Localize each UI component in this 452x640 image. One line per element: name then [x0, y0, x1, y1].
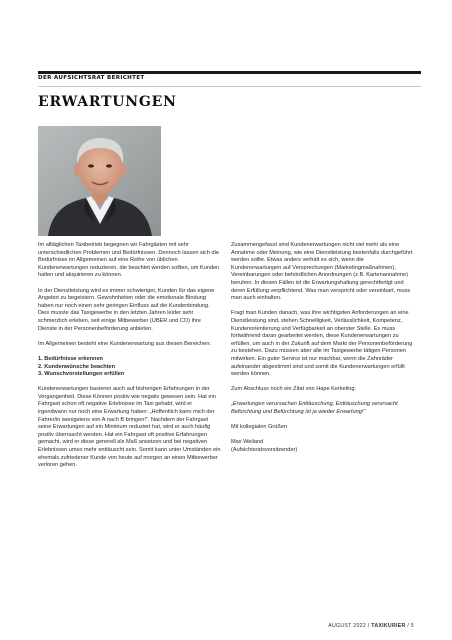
paragraph: Kundenerwartungen basieren auch auf bisherigen Erfahrungen in der Vergangenheit. Diese Können positiv wie negativ gewesen sein. Hat ein Fahrgast schon oft negative Erlebnisse im Taxi gehabt, wird er irgendwann nur noch eine Erwartung haben: „Hoffentlich kann mich der Fahrer/in wenigstens von A nach B bringen!“. Nachdem der Fahrgast seine Erwartungen auf ein Minimum reduziert hat, wird er auch häufig positiv überrascht werden. Hat ein Fahrgast oft positive Erfahrungen gemacht, wird er diese generell als Maß ansetzen und bei negativen Erlebnissen umso mehr enttäuscht sein. Somit kann unter Umständen ein ehemals zufriedener Kunde von heute auf morgen an einen Mitbewerber verloren gehen. — [38, 386, 221, 469]
quote: „Erwartungen verursachen Enttäuschung, Enttäuschung verursacht Befürchtung und Befürchtung ist ja wieder Erwartung!“ — [231, 401, 398, 416]
section-kicker: DER AUFSICHTSRAT BERICHTET — [38, 75, 145, 81]
list-item: 3. Wunschvorstellungen erfüllen — [38, 371, 125, 378]
paragraph: Im Allgemeinen besteht eine Kundenerwartung aus diesen Bereichen: — [38, 340, 211, 347]
footer-magazine: TAXIKURIER — [371, 623, 406, 629]
article-column-left — [38, 242, 221, 477]
header-rule — [38, 71, 421, 74]
page-title: ERWARTUNGEN — [38, 94, 177, 110]
paragraph: Im alltäglichen Taxibetrieb begegnen wir Fahrgästen mit sehr unterschiedlichen Problemen und Bedürfnissen. Dennoch lassen sich die Bedürfnisse im Allgemeinen auf eine Reihe von üblichen Kundenerwartungen reduzieren, die beachtet werden sollten, um Kunden halten und akquirieren zu können. — [38, 242, 220, 279]
portrait-photo — [38, 126, 161, 236]
paragraph: Zum Abschluss noch ein Zitat von Hape Kerkeling: — [231, 386, 356, 393]
list-item: 2. Kundenwünsche beachten — [38, 363, 116, 370]
signature-role: (Aufsichtsratsvorsitzender) — [231, 447, 298, 454]
footer-page-number: / 5 — [407, 623, 414, 629]
paragraph: Fragt man Kunden danach, was ihre wichtigsten Anforderungen an eine Dienstleistung sind, stehen Schnelligkeit, Verlässlichkeit, Kompetenz, Kundenorientierung und Verfügbarkeit an oberster Stelle. Es muss fortwährend daran gearbeitet werden, diese Kundenerwartungen zu erfüllen, um auch in der Zukunft auf dem Markt der Personenbeförderung zu bestehen. Dazu müssen aber alle im Taxigewerbe tätigen Personen mitwirken. Ein guter Service ist nur machbar, wenn die Zahnräder aufeinander abgestimmt sind und somit die Kundenerwartungen erfüllt werden können. — [231, 310, 413, 378]
portrait-illustration — [38, 126, 161, 236]
paragraph: Zusammengefasst sind Kundenerwartungen nicht viel mehr als eine Annahme oder Meinung, wie eine Dienstleistung bestenfalls durchgeführt werden sollte. Etwas anders verhält es sich, wenn die Kundenerwartungen auf Versprechungen (Marketingmaßnahmen), Vereinbarungen oder behördlichen Anordnungen (z.B. Kartenannahme) beruhen. In diesen Fällen ist die Erwartungshaltung gerechtfertigt und deren Erfüllung verpflichtend. Was man verspricht oder vereinbart, muss man auch einhalten. — [231, 242, 413, 302]
header-thin-rule — [38, 86, 421, 87]
paragraph: In der Dienstleistung wird es immer schwieriger, Kunden für das eigene Angebot zu begeistern. Gewohnheiten oder die emotionale Bindung haben nur noch einen sehr geringen Einfluss auf die Kundenbindung. Dies musste das Taxigewerbe in den letzten Jahren leider sehr schmerzlich erleben, seit einige Mitbewerber (UBER und CO) ihre Dienste in der Personenbeförderung anbieten. — [38, 287, 215, 332]
list-item: 1. Bedürfnisse erkennen — [38, 355, 103, 362]
page-footer — [328, 623, 414, 629]
article-column-right — [231, 242, 414, 455]
greeting: Mit kollegialen Grüßen — [231, 424, 287, 431]
expectation-list — [38, 356, 221, 379]
footer-issue: AUGUST 2022 / — [328, 623, 370, 629]
signature-name: Max Weiland — [231, 439, 264, 446]
